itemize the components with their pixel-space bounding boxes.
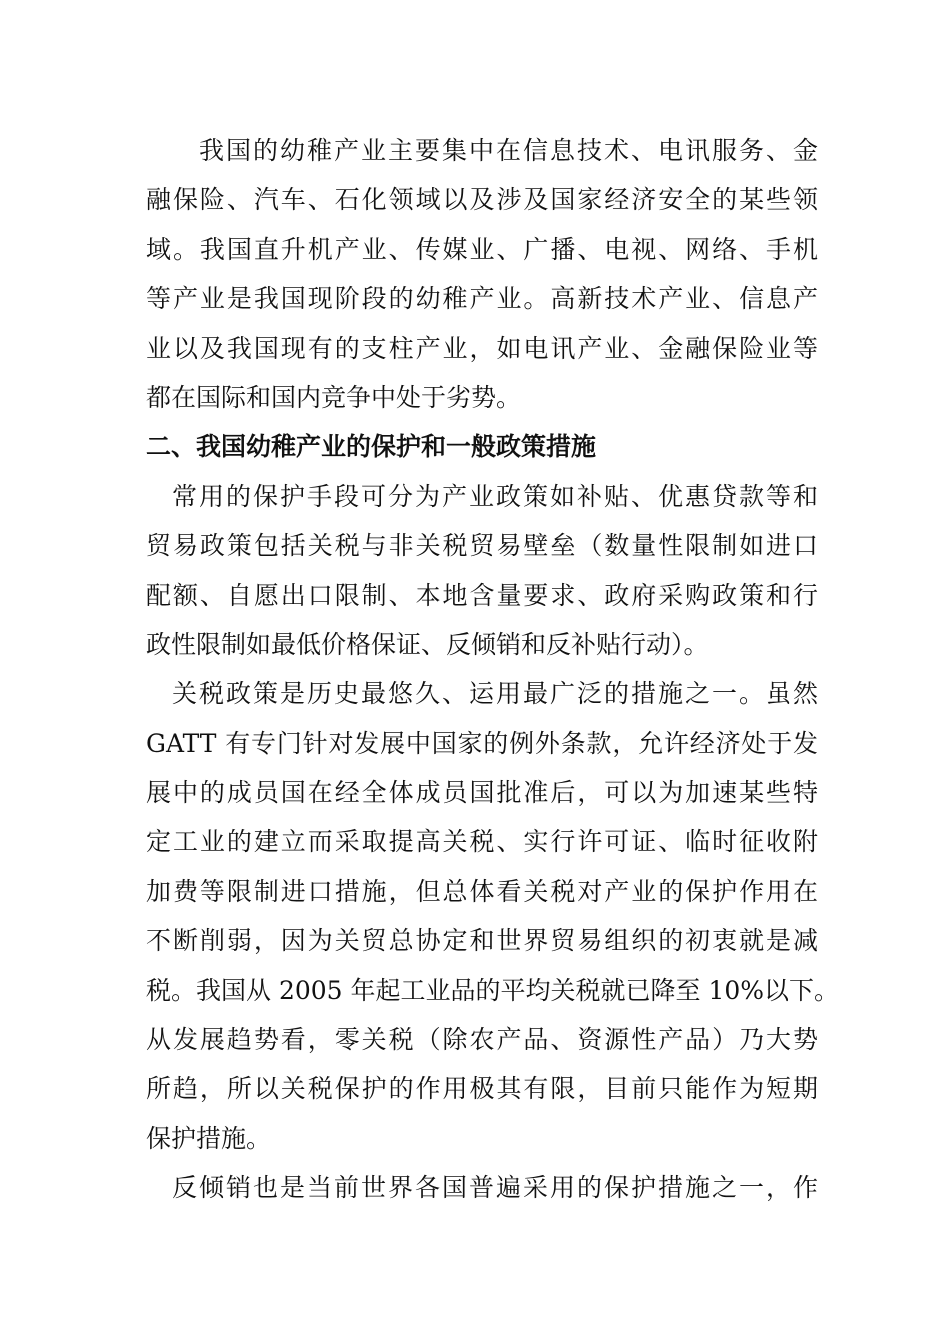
paragraph-line: 配额、自愿出口限制、本地含量要求、政府采购政策和行 bbox=[146, 580, 818, 610]
paragraph-line: 我国的幼稚产业主要集中在信息技术、电讯服务、金 bbox=[172, 136, 818, 165]
paragraph-line: 定工业的建立而采取提高关税、实行许可证、临时征收附 bbox=[146, 827, 818, 857]
paragraph-line: 贸易政策包括关税与非关税贸易壁垒（数量性限制如进口 bbox=[146, 531, 818, 561]
paragraph-line: 融保险、汽车、石化领域以及涉及国家经济安全的某些领 bbox=[146, 185, 818, 215]
paragraph-line: 都在国际和国内竞争中处于劣势。 bbox=[146, 382, 522, 412]
paragraph-line: 反倾销也是当前世界各国普遍采用的保护措施之一，作 bbox=[172, 1173, 818, 1203]
paragraph-line: 常用的保护手段可分为产业政策如补贴、优惠贷款等和 bbox=[172, 481, 818, 511]
paragraph-line: 不断削弱，因为关贸总协定和世界贸易组织的初衷就是减 bbox=[146, 926, 818, 956]
paragraph-line: 等产业是我国现阶段的幼稚产业。高新技术产业、信息产 bbox=[146, 284, 818, 314]
paragraph-line: 所趋，所以关税保护的作用极其有限，目前只能作为短期 bbox=[146, 1074, 818, 1104]
paragraph-line: 政性限制如最低价格保证、反倾销和反补贴行动）。 bbox=[146, 629, 709, 659]
paragraph-line: 业以及我国现有的支柱产业，如电讯产业、金融保险业等 bbox=[146, 333, 818, 363]
paragraph-line: 关税政策是历史最悠久、运用最广泛的措施之一。虽然 bbox=[172, 679, 818, 709]
paragraph-line: 税。我国从 2005 年起工业品的平均关税就已降至 10%以下。 bbox=[146, 975, 840, 1005]
section-heading: 二、我国幼稚产业的保护和一般政策措施 bbox=[146, 432, 597, 462]
document-body bbox=[146, 126, 840, 1213]
paragraph-line: 域。我国直升机产业、传媒业、广播、电视、网络、手机 bbox=[146, 234, 818, 264]
paragraph-line: 展中的成员国在经全体成员国批准后，可以为加速某些特 bbox=[146, 778, 818, 808]
paragraph-line: GATT 有专门针对发展中国家的例外条款，允许经济处于发 bbox=[146, 728, 818, 758]
paragraph-line: 从发展趋势看，零关税（除农产品、资源性产品）乃大势 bbox=[146, 1025, 818, 1055]
paragraph-line: 保护措施。 bbox=[146, 1123, 272, 1153]
paragraph-line: 加费等限制进口措施，但总体看关税对产业的保护作用在 bbox=[146, 876, 818, 906]
